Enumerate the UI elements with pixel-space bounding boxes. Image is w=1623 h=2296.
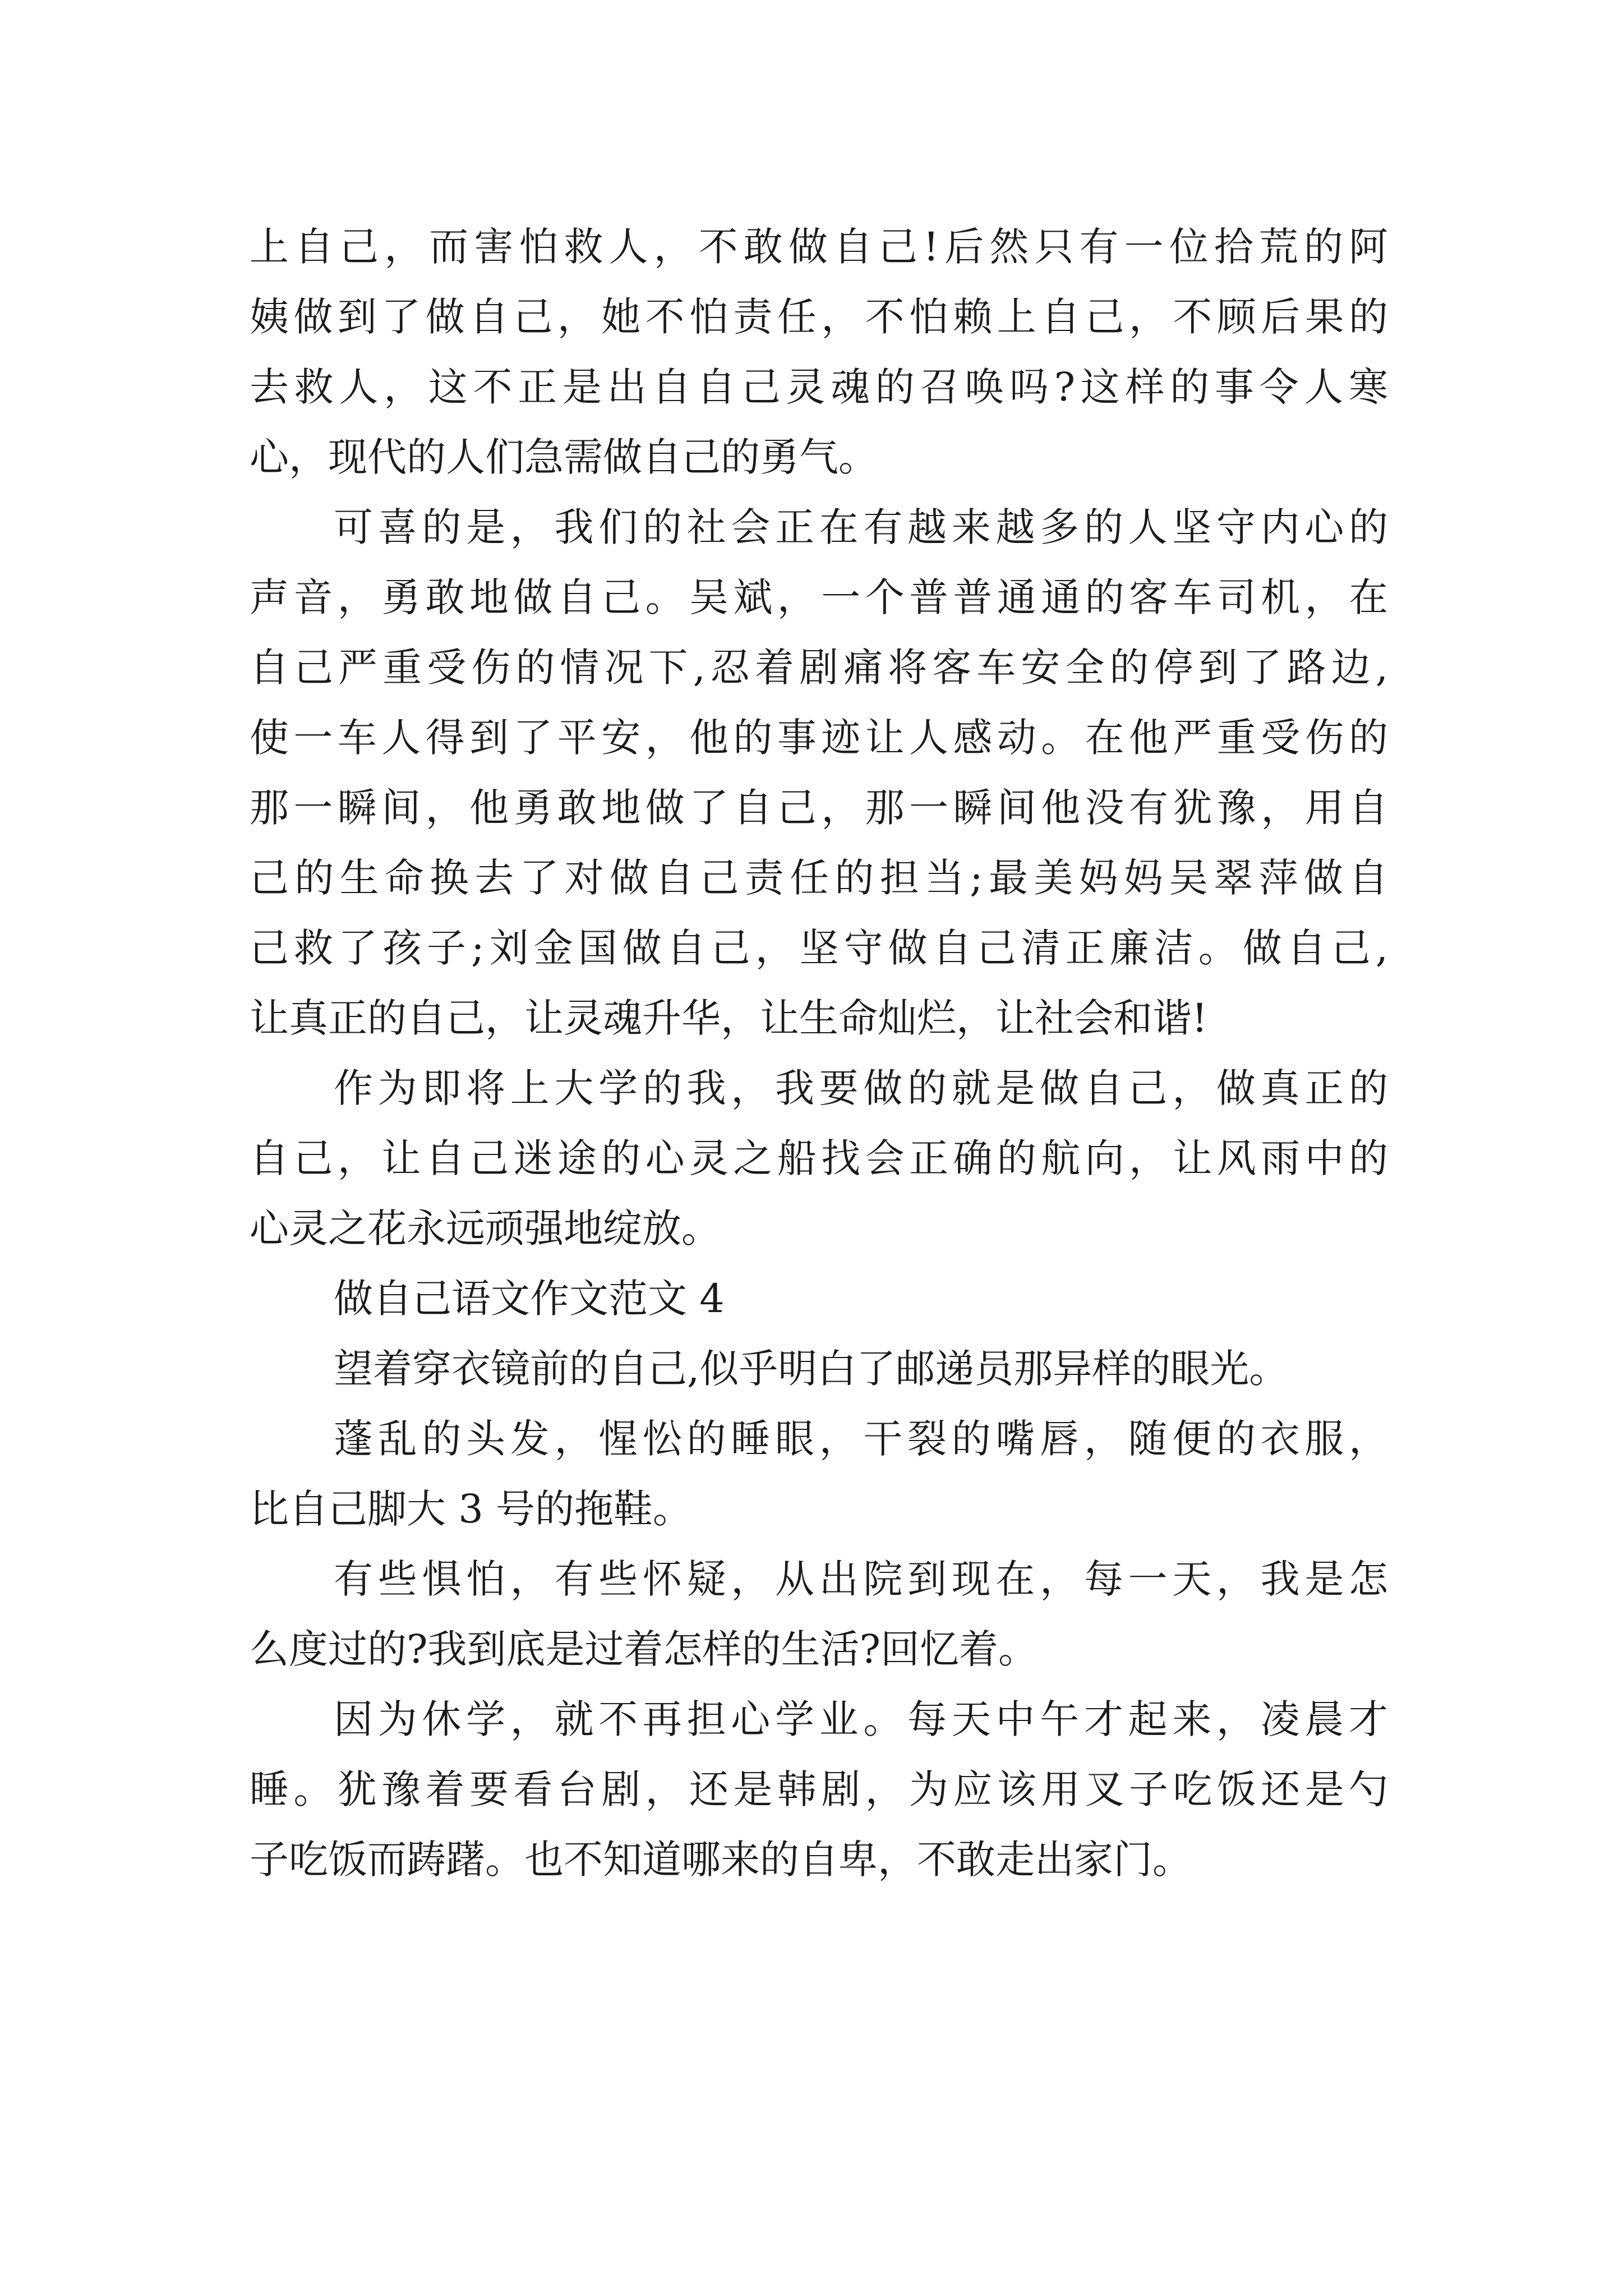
text-line: 心灵之花永远顽强地绽放。 bbox=[250, 1205, 721, 1251]
text-line: 有些惧怕，有些怀疑，从出院到现在，每一天，我是怎 bbox=[334, 1556, 1388, 1602]
text-line: 去救人，这不正是出自自己灵魂的召唤吗?这样的事令人寒 bbox=[250, 364, 1388, 410]
text-line: 让真正的自己，让灵魂升华，让生命灿烂，让社会和谐! bbox=[250, 995, 1208, 1041]
text-line: 望着穿衣镜前的自己,似乎明白了邮递员那异样的眼光。 bbox=[334, 1346, 1289, 1392]
text-line: 声音，勇敢地做自己。吴斌，一个普普通通的客车司机，在 bbox=[250, 574, 1388, 620]
text-line: 比自己脚大 3 号的拖鞋。 bbox=[250, 1486, 693, 1532]
text-line: 上自己，而害怕救人，不敢做自己!后然只有一位拾荒的阿 bbox=[250, 224, 1388, 270]
text-line: 么度过的?我到底是过着怎样的生活?回忆着。 bbox=[250, 1626, 1038, 1672]
text-line: 自己，让自己迷途的心灵之船找会正确的航向，让风雨中的 bbox=[250, 1135, 1388, 1181]
text-line: 作为即将上大学的我，我要做的就是做自己，做真正的 bbox=[334, 1065, 1388, 1111]
text-line: 姨做到了做自己，她不怕责任，不怕赖上自己，不顾后果的 bbox=[250, 294, 1388, 340]
text-line: 做自己语文作文范文 4 bbox=[334, 1276, 725, 1322]
text-line: 心，现代的人们急需做自己的勇气。 bbox=[250, 434, 878, 480]
text-line: 自己严重受伤的情况下,忍着剧痛将客车安全的停到了路边, bbox=[250, 645, 1388, 691]
document-body bbox=[250, 212, 1388, 1895]
text-line: 己的生命换去了对做自己责任的担当;最美妈妈吴翠萍做自 bbox=[250, 855, 1388, 901]
text-line: 那一瞬间，他勇敢地做了自己，那一瞬间他没有犹豫，用自 bbox=[250, 785, 1388, 831]
text-line: 因为休学，就不再担心学业。每天中午才起来，凌晨才 bbox=[334, 1696, 1388, 1742]
text-line: 子吃饭而踌躇。也不知道哪来的自卑，不敢走出家门。 bbox=[250, 1837, 1192, 1883]
text-line: 可喜的是，我们的社会正在有越来越多的人坚守内心的 bbox=[334, 504, 1388, 550]
text-line: 蓬乱的头发，惺忪的睡眼，干裂的嘴唇，随便的衣服， bbox=[334, 1416, 1388, 1462]
text-line: 睡。犹豫着要看台剧，还是韩剧，为应该用叉子吃饭还是勺 bbox=[250, 1766, 1388, 1812]
text-line: 己救了孩子;刘金国做自己，坚守做自己清正廉洁。做自己, bbox=[250, 925, 1388, 971]
text-line: 使一车人得到了平安，他的事迹让人感动。在他严重受伤的 bbox=[250, 715, 1388, 761]
